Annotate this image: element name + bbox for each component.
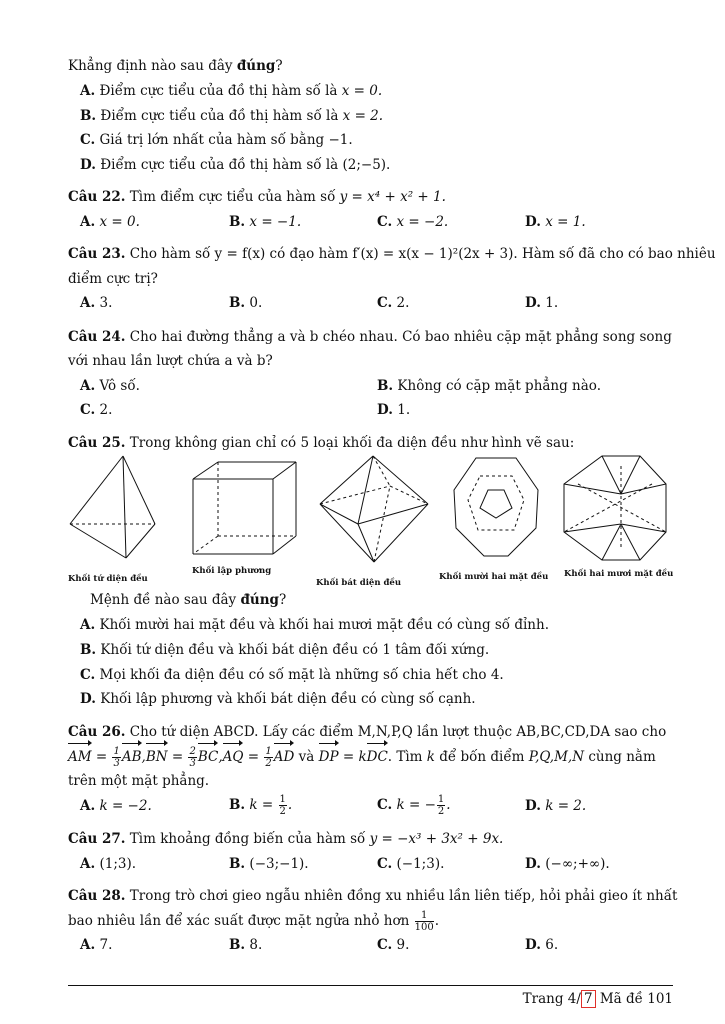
q26-option-c: C. k = − $\frac{1}{2}$ . xyxy=(377,794,451,817)
cube-drawing xyxy=(193,462,296,554)
q23-stem-line2: điểm cực trị? xyxy=(68,271,158,287)
q27-option-c: C. (−1;3). xyxy=(377,856,445,872)
q25-option-b: B. Khối tứ diện đều và khối bát diện đều có 1 tâm đối xứng. xyxy=(80,642,490,658)
q26-stem-line2: AM = $\frac{1}{3}$ AB,BN = $\frac{2}{3}$ BC,AQ = $\frac{1}{2}$ AD và DP = kDC. Tìm k để bốn điểm P,Q,M,N cùng nằm xyxy=(68,746,656,769)
caption-octahedron: Khối bát diện đều xyxy=(316,578,402,588)
q28-option-a: A. 7. xyxy=(80,937,113,953)
caption-dodecahedron: Khối mười hai mặt đều xyxy=(439,572,549,582)
q23-option-b: B. 0. xyxy=(229,295,263,311)
q28-stem-line1: Câu 28. Trong trò chơi gieo ngẫu nhiên đồng xu nhiều lần liên tiếp, hỏi phải gieo ít nhất xyxy=(68,888,678,904)
q27-option-d: D. (−∞;+∞). xyxy=(525,856,610,872)
q22-stem: Câu 22. Tìm điểm cực tiểu của hàm số y = x⁴ + x² + 1. xyxy=(68,189,446,205)
q24-stem-line1: Câu 24. Cho hai đường thẳng a và b chéo nhau. Có bao nhiêu cặp mặt phẳng song song xyxy=(68,329,672,345)
polyhedra-figure xyxy=(68,454,673,564)
icosahedron-drawing xyxy=(564,456,666,560)
q26-stem-line1: Câu 26. Cho tứ diện ABCD. Lấy các điểm M,N,P,Q lần lượt thuộc AB,BC,CD,DA sao cho xyxy=(68,724,667,740)
q27-option-b: B. (−3;−1). xyxy=(229,856,309,872)
caption-cube: Khối lập phương xyxy=(192,566,272,576)
q27-option-a: A. (1;3). xyxy=(80,856,137,872)
octahedron-drawing xyxy=(320,456,428,562)
q28-option-d: D. 6. xyxy=(525,937,559,953)
q26-option-b: B. k = $\frac{1}{2}$ . xyxy=(229,794,293,817)
dodecahedron-drawing xyxy=(454,458,538,556)
footer-divider xyxy=(68,985,673,986)
q25-option-a: A. Khối mười hai mặt đều và khối hai mươi mặt đều có cùng số đỉnh. xyxy=(80,617,549,633)
q22-option-c: C. x = −2. xyxy=(377,214,449,230)
q22-option-b: B. x = −1. xyxy=(229,214,302,230)
q28-option-c: C. 9. xyxy=(377,937,410,953)
caption-icosahedron: Khối hai mươi mặt đều xyxy=(564,569,674,579)
q27-stem: Câu 27. Tìm khoảng đồng biến của hàm số y = −x³ + 3x² + 9x. xyxy=(68,831,504,847)
caption-tetrahedron: Khối tứ diện đều xyxy=(68,574,148,584)
q24-option-b: B. Không có cặp mặt phẳng nào. xyxy=(377,378,601,394)
q28-stem-line2: bao nhiêu lần để xác suất được mặt ngửa nhỏ hơn $\frac{1}{100}$ . xyxy=(68,910,439,933)
q23-option-a: A. 3. xyxy=(80,295,113,311)
q24-stem-line2: với nhau lần lượt chứa a và b? xyxy=(68,353,273,369)
intro-option-d: D. Điểm cực tiểu của đồ thị hàm số là (2;−5). xyxy=(80,157,391,173)
q24-option-a: A. Vô số. xyxy=(80,378,140,394)
intro-question: Khẳng định nào sau đây đúng? xyxy=(68,58,283,74)
q26-stem-line3: trên một mặt phẳng. xyxy=(68,773,210,789)
q25-prompt: Mệnh đề nào sau đây đúng? xyxy=(90,592,287,608)
q24-option-d: D. 1. xyxy=(377,402,411,418)
q23-option-d: D. 1. xyxy=(525,295,559,311)
q23-stem-line1: Câu 23. Cho hàm số y = f(x) có đạo hàm f′(x) = x(x − 1)²(2x + 3). Hàm số đã cho có bao nhiêu xyxy=(68,246,716,262)
q24-option-c: C. 2. xyxy=(80,402,113,418)
q26-option-a: A. k = −2. xyxy=(80,798,152,814)
page-total-box: 7 xyxy=(581,990,596,1008)
q23-option-c: C. 2. xyxy=(377,295,410,311)
q25-stem: Câu 25. Trong không gian chỉ có 5 loại khối đa diện đều như hình vẽ sau: xyxy=(68,435,575,451)
q26-option-d: D. k = 2. xyxy=(525,798,587,814)
q25-option-c: C. Mọi khối đa diện đều có số mặt là những số chia hết cho 4. xyxy=(80,667,504,683)
intro-option-b: B. Điểm cực tiểu của đồ thị hàm số là x = 2. xyxy=(80,108,384,124)
intro-option-a: A. Điểm cực tiểu của đồ thị hàm số là x = 0. xyxy=(80,83,383,99)
q22-option-d: D. x = 1. xyxy=(525,214,586,230)
page-footer: Trang 4/ 7 Mã đề 101 xyxy=(522,991,673,1007)
q28-option-b: B. 8. xyxy=(229,937,263,953)
q25-option-d: D. Khối lập phương và khối bát diện đều có cùng số cạnh. xyxy=(80,691,476,707)
q22-option-a: A. x = 0. xyxy=(80,214,140,230)
intro-option-c: C. Giá trị lớn nhất của hàm số bằng −1. xyxy=(80,132,353,148)
tetrahedron-drawing xyxy=(70,456,155,558)
